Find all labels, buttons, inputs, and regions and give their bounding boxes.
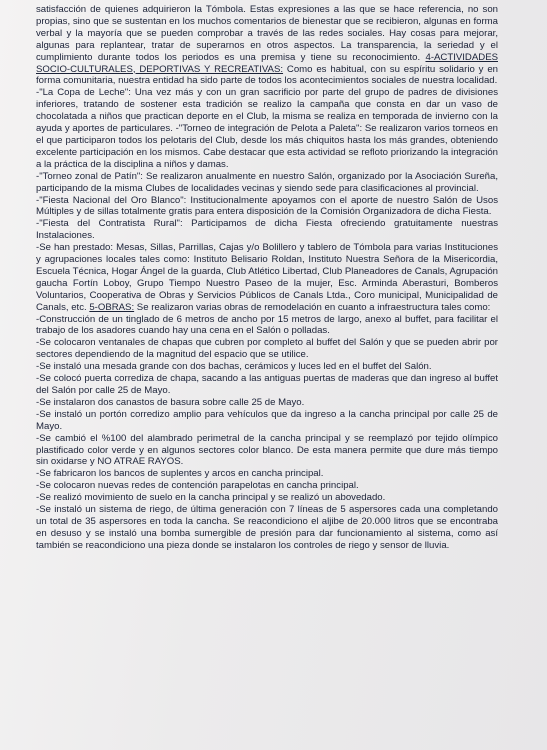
paragraph-text: -"Fiesta del Contratista Rural": Participamos de dicha Fiesta ofreciendo gratuitamente nuestras Instalaciones. <box>36 218 498 242</box>
section-heading: 5-OBRAS: <box>89 301 135 313</box>
section-heading: 4-ACTIVIDADES SOCIO-CULTURALES, DEPORTIVAS Y RECREATIVAS: <box>36 51 498 75</box>
paragraph <box>36 195 498 219</box>
paragraph-text: -Se instaló un sistema de riego, de última generación con 7 líneas de 5 aspersores cada una completando un total de 35 aspersores en toda la cancha. Se reacondiciono el aljibe de 20.000 litros que se encontraba en desuso y se instaló una bomba sumergible de presión para dar funcionamiento al sistema, como así también se reacondiciono una pieza donde se instalaron los controles de riego y sensor de lluvia. <box>36 504 498 551</box>
paragraph <box>36 361 498 373</box>
paragraph-text: -Se realizó movimiento de suelo en la cancha principal y se realizó un abovedado. <box>36 492 386 504</box>
paragraph <box>36 314 498 338</box>
paragraph-text: -Se colocó puerta corrediza de chapa, sacando a las antiguas puertas de maderas que dan ingreso al buffet del Salón por calle 25 de Mayo. <box>36 373 498 396</box>
paragraph <box>36 468 498 480</box>
paragraph <box>36 504 498 552</box>
paragraph <box>36 171 498 195</box>
paragraph-text: Se realizaron varias obras de remodelación en cuanto a infraestructura tales como: <box>134 301 491 313</box>
paragraph-text: -Se colocaron nuevas redes de contención parapelotas en cancha principal. <box>36 480 359 492</box>
paragraph-text: -Se colocaron ventanales de chapas que cubren por completo al buffet del Salón y que se pueden abrir por sectores dependiendo de la magnitud del espacio que se utilice. <box>36 337 498 361</box>
paragraph-text: -Se cambió el %100 del alambrado perimetral de la cancha principal y se reemplazó por tejido olímpico plastificado color verde y en algunos sectores color blanco. De esta manera permite que dure más tiempo sin oxidarse y NO ATRAE RAYOS. <box>36 432 498 468</box>
paragraph <box>36 373 498 397</box>
paragraph <box>36 409 498 433</box>
paragraph-text: -Se han prestado: Mesas, Sillas, Parrillas, Cajas y/o Bolillero y tablero de Tómbola para varias Instituciones y agrupaciones locales tales como: Instituto Belisario Roldan, Instituto Nuestra Señora de la Misericordia, Escuela Técnica, Hogar Ángel de la guarda, Club Atlético Libertad, Club Planeadores de Canals, Agrupación gaucha Fortín Loboy, Grupo Tiempo Nuestro Paseo de la mujer, Esc. Arminda Aberasturi, Bomberos Voluntarios, Cooperativa de Obras y Servicios Públicos de Canals Ltda., Coro municipal, Municipalidad de Canals, etc. <box>36 242 498 313</box>
paragraph <box>36 242 498 313</box>
paragraph <box>36 87 498 170</box>
paragraph-text: -Construcción de un tinglado de 6 metros de ancho por 15 metros de largo, anexo al buffet, para facilitar el trabajo de los asadores cuando hay una cena en el Salón o polladas. <box>36 313 498 337</box>
paragraph-text: -"La Copa de Leche": Una vez más y con un gran sacrificio por parte del grupo de padres de divisiones inferiores, tratando de sostener esta tradición se realizo la campaña que consta en dar un vaso de chocolatada a niños que practican deporte en el Club, la misma se realiza en temporada de invierno con la ayuda y aportes de particulares. -"Torneo de integración de Pelota a Paleta": Se realizaron varios torneos en el que participaron todos los pelotaris del Club, desde los más chiquitos hasta los más grandes, obteniendo excelente participación en los mismos. Cabe destacar que esta actividad se refloto priorizando la integración a la práctica de la disciplina a niños y damas. <box>36 87 498 170</box>
paragraph <box>36 4 498 87</box>
paragraph <box>36 480 498 492</box>
paragraph-text: satisfacción de quienes adquirieron la Tómbola. Estas expresiones a las que se hace referencia, no son propias, sino que se sustentan en los muchos comentarios de bienestar que se recibieron, algunas en forma verbal y la mayoría que se pueden comprobar a través de las redes sociales. Hay cosas para mejorar, algunas para replantear, tratar de superarnos en otros aspectos. La transparencia, la seriedad y el cumplimiento durante todos los periodos es una premisa y tiene su reconocimiento. <box>36 4 498 63</box>
paragraph <box>36 337 498 361</box>
paragraph <box>36 397 498 409</box>
paragraph-text: -Se instaló un portón corredizo amplio para vehículos que da ingreso a la cancha principal por calle 25 de Mayo. <box>36 408 498 432</box>
paragraph <box>36 433 498 469</box>
document-body <box>36 4 498 552</box>
paragraph-text: -Se instalaron dos canastos de basura sobre calle 25 de Mayo. <box>36 396 305 408</box>
paragraph-text: -Se fabricaron los bancos de suplentes y arcos en cancha principal. <box>36 468 324 480</box>
paragraph-text: Como es habitual, con su espíritu solidario y en forma comunitaria, nuestra entidad ha sido parte de todos los acontecimientos sociales de nuestra localidad. <box>36 63 498 87</box>
paragraph <box>36 218 498 242</box>
paragraph-text: -"Torneo zonal de Patín": Se realizaron anualmente en nuestro Salón, organizado por la Asociación Sureña, participando de la misma Clubes de localidades vecinas y siendo sede para clasificaciones al provincial. <box>36 170 498 194</box>
paragraph-text: -"Fiesta Nacional del Oro Blanco": Institucionalmente apoyamos con el aporte de nuestro Salón de Usos Múltiples y de sillas totalmente gratis para entera disposición de la Comisión Organizadora de dicha Fiesta. <box>36 194 498 218</box>
paragraph <box>36 492 498 504</box>
paragraph-text: -Se instaló una mesada grande con dos bachas, cerámicos y luces led en el buffet del Salón. <box>36 361 432 373</box>
